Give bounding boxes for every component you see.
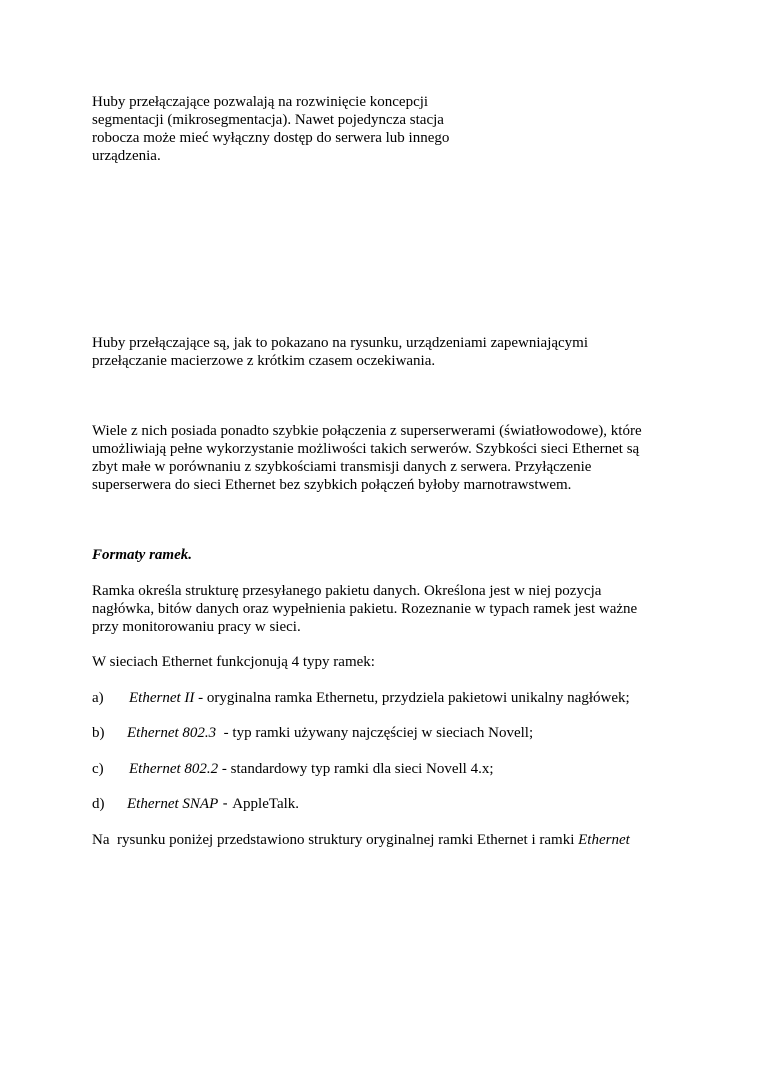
paragraph2-line-1: Huby przełączające są, jak to pokazano na rysunku, urządzeniami zapewniającymi [92,335,589,351]
list-item-a-desc: - oryginalna ramka Ethernetu, przydziela pakietowi unikalny nagłówek; [194,690,630,706]
list-item-c [129,760,494,778]
list-item-c-letter: c) [92,761,104,777]
paragraph6 [92,831,630,849]
paragraph3-line-2: umożliwiają pełne wykorzystanie możliwości takich serwerów. Szybkości sieci Ethernet są [92,441,640,457]
list-item-b [127,724,533,742]
paragraph1-line-2: segmentacji (mikrosegmentacja). Nawet pojedyncza stacja [92,112,444,128]
paragraph6-italic-tail: Ethernet [578,832,630,848]
paragraph4-line-2: nagłówka, bitów danych oraz wypełnienia pakietu. Rozeznanie w typach ramek jest ważne [92,601,638,617]
paragraph3-line-1: Wiele z nich posiada ponadto szybkie połączenia z superserwerami (światłowodowe), które [92,423,642,439]
list-item-c-name: Ethernet 802.2 [129,761,219,777]
list-item-b-letter: b) [92,725,105,741]
figure-placeholder [92,170,672,320]
paragraph3-line-3: zbyt małe w porównaniu z szybkościami transmisji danych z serwera. Przyłączenie [92,459,592,475]
paragraph2-line-2: przełączanie macierzowe z krótkim czasem oczekiwania. [92,353,436,369]
list-item-d-dash: - [218,796,233,812]
list-item-d-letter: d) [92,796,105,812]
list-item-c-desc: - standardowy typ ramki dla sieci Novell 4.x; [218,761,494,777]
list-item-b-desc: - typ ramki używany najczęściej w sieciach Novell; [216,725,534,741]
paragraph4-line-1: Ramka określa strukturę przesyłanego pakietu danych. Określona jest w niej pozycja [92,583,602,599]
paragraph1-line-1: Huby przełączające pozwalają na rozwinięcie koncepcji [92,94,429,110]
list-item-a [129,689,630,707]
list-item-b-name: Ethernet 802.3 [127,725,217,741]
paragraph5: W sieciach Ethernet funkcjonują 4 typy ramek: [92,654,375,670]
section-heading: Formaty ramek. [92,547,192,563]
paragraph4-line-3: przy monitorowaniu pracy w sieci. [92,619,301,635]
paragraph3-line-4: superserwera do sieci Ethernet bez szybkich połączeń byłoby marnotrawstwem. [92,477,572,493]
list-item-a-name: Ethernet II [129,690,195,706]
paragraph1-line-3: robocza może mieć wyłączny dostęp do serwera lub innego [92,130,450,146]
list-item-d [127,795,299,813]
list-item-d-desc: AppleTalk. [232,796,300,812]
list-item-d-name: Ethernet SNAP [127,796,219,812]
list-item-a-letter: a) [92,690,104,706]
paragraph1-line-4: urządzenia. [92,148,161,164]
paragraph6-text: Na rysunku poniżej przedstawiono struktury oryginalnej ramki Ethernet i ramki [92,832,579,848]
